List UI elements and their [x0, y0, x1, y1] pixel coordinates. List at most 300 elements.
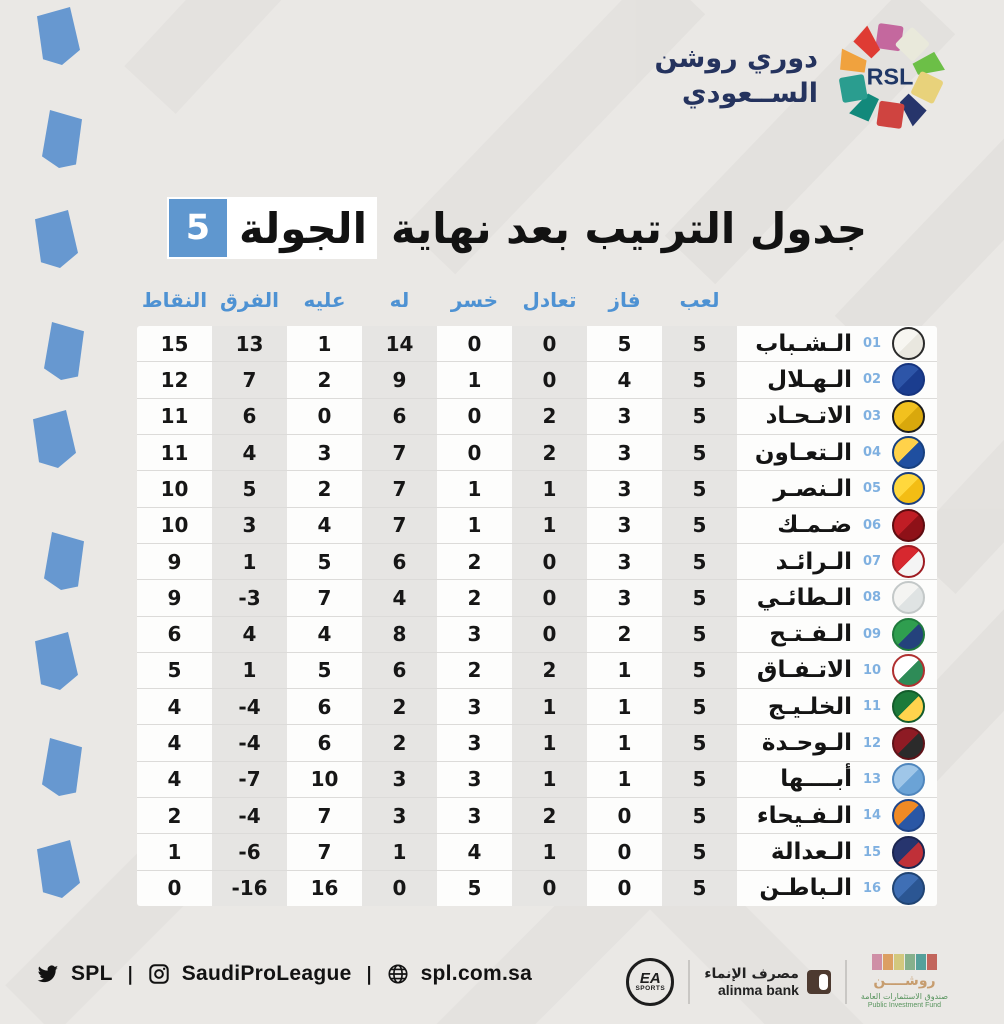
standings-row	[137, 617, 937, 653]
stat-value: -7	[238, 767, 261, 792]
standings-row	[137, 399, 937, 435]
team-logo-icon	[892, 327, 925, 360]
stat-value: 5	[167, 658, 182, 683]
stat-cell-for	[362, 725, 437, 760]
league-name-line2: الســعودي	[681, 78, 818, 109]
stat-value: 9	[167, 585, 182, 610]
stat-value: 0	[542, 622, 557, 647]
stat-value: 5	[692, 549, 707, 574]
stat-value: 2	[317, 476, 332, 501]
stat-value: 2	[467, 549, 482, 574]
stat-cell-for	[362, 689, 437, 724]
stat-cell-diff	[212, 871, 287, 906]
stat-cell-points	[137, 762, 212, 797]
stat-cell-played	[662, 762, 737, 797]
stat-cell-drawn	[512, 653, 587, 688]
stat-value: 3	[467, 803, 482, 828]
stat-value: 7	[392, 440, 407, 465]
team-logo-icon	[892, 436, 925, 469]
stat-value: -4	[238, 731, 261, 756]
standings-row	[137, 580, 937, 616]
stat-value: 6	[167, 622, 182, 647]
standings-row	[137, 689, 937, 725]
stat-value: 0	[542, 585, 557, 610]
alinma-arabic-name: مصرف الإنماء	[704, 965, 799, 982]
table-header	[137, 280, 937, 320]
stat-value: 3	[617, 513, 632, 538]
stat-value: 1	[467, 513, 482, 538]
stat-cell-drawn	[512, 689, 587, 724]
stat-value: 5	[242, 476, 257, 501]
stat-value: 5	[317, 658, 332, 683]
rsl-logo	[834, 20, 946, 132]
stat-cell-points	[137, 834, 212, 869]
team-cell	[737, 399, 937, 434]
stat-value: 0	[542, 331, 557, 356]
pif-english-name: Public Investment Fund	[867, 1001, 942, 1009]
stat-value: 3	[617, 549, 632, 574]
team-logo-icon	[892, 363, 925, 396]
stat-value: 4	[242, 622, 257, 647]
header-won: فاز	[608, 288, 641, 312]
stat-cell-drawn	[512, 471, 587, 506]
rank-number: 06	[862, 517, 882, 533]
league-wordmark	[654, 41, 818, 111]
stat-cell-against	[287, 653, 362, 688]
roshn-tile	[916, 954, 926, 970]
team-cell	[737, 725, 937, 760]
sponsor-divider	[688, 960, 690, 1004]
stat-cell-against	[287, 471, 362, 506]
standings-row	[137, 762, 937, 798]
team-logo-icon	[892, 690, 925, 723]
stat-value: 4	[317, 513, 332, 538]
stat-cell-against	[287, 762, 362, 797]
stat-cell-points	[137, 326, 212, 361]
rank-number: 01	[862, 336, 882, 352]
team-name: الـعدالة	[770, 839, 852, 866]
stat-cell-points	[137, 580, 212, 615]
stat-value: 7	[317, 803, 332, 828]
team-logo-icon	[892, 727, 925, 760]
stat-cell-for	[362, 653, 437, 688]
stat-value: 2	[542, 658, 557, 683]
stat-value: 7	[317, 840, 332, 865]
title-text: جدول الترتيب بعد نهاية	[390, 203, 867, 253]
stat-cell-drawn	[512, 725, 587, 760]
roshn-tile	[905, 954, 915, 970]
stat-cell-won	[587, 471, 662, 506]
stat-cell-lost	[437, 871, 512, 906]
rank-number: 15	[862, 844, 882, 860]
stat-cell-against	[287, 725, 362, 760]
header-diff: الفرق	[219, 288, 280, 312]
stat-value: 4	[467, 840, 482, 865]
stat-value: 0	[617, 876, 632, 901]
stat-value: 0	[392, 876, 407, 901]
stat-cell-against	[287, 798, 362, 833]
team-name: الـنصـر	[773, 475, 852, 502]
team-logo-icon	[892, 872, 925, 905]
stat-cell-for	[362, 762, 437, 797]
stat-cell-diff	[212, 617, 287, 652]
stat-cell-diff	[212, 435, 287, 470]
stat-value: 5	[692, 658, 707, 683]
stat-cell-won	[587, 362, 662, 397]
team-logo-icon	[892, 654, 925, 687]
round-number-badge: 5	[169, 199, 227, 257]
stat-cell-diff	[212, 834, 287, 869]
stat-value: 3	[467, 767, 482, 792]
team-name: الـتعـاون	[754, 439, 852, 466]
stat-cell-diff	[212, 762, 287, 797]
stat-cell-drawn	[512, 762, 587, 797]
stat-cell-played	[662, 689, 737, 724]
stat-cell-played	[662, 544, 737, 579]
stat-value: 5	[692, 622, 707, 647]
stat-value: 10	[310, 767, 339, 792]
stat-value: 2	[467, 658, 482, 683]
stat-value: 2	[392, 731, 407, 756]
stat-cell-lost	[437, 508, 512, 543]
stat-cell-against	[287, 834, 362, 869]
stat-value: 4	[392, 585, 407, 610]
page-title	[137, 196, 867, 260]
stat-value: -4	[238, 803, 261, 828]
stat-cell-for	[362, 326, 437, 361]
team-name: الاتـفـاق	[756, 657, 852, 684]
stat-value: 7	[392, 476, 407, 501]
stat-value: 3	[617, 440, 632, 465]
stat-cell-against	[287, 544, 362, 579]
stat-value: 1	[467, 367, 482, 392]
stat-value: 1	[392, 840, 407, 865]
stat-cell-lost	[437, 580, 512, 615]
stat-value: 1	[542, 767, 557, 792]
stat-cell-played	[662, 653, 737, 688]
rank-number: 11	[862, 699, 882, 715]
stat-cell-against	[287, 435, 362, 470]
pif-arabic-name: صندوق الاستثمارات العامة	[860, 991, 948, 1001]
team-logo-icon	[892, 618, 925, 651]
stat-cell-diff	[212, 653, 287, 688]
team-cell	[737, 508, 937, 543]
stat-value: 10	[160, 513, 189, 538]
stat-value: 1	[542, 694, 557, 719]
team-name: الـرائـد	[775, 548, 852, 575]
stat-cell-diff	[212, 399, 287, 434]
standings-row	[137, 362, 937, 398]
ea-sports-logo: EA SPORTS	[626, 958, 674, 1006]
stat-cell-points	[137, 871, 212, 906]
stat-cell-drawn	[512, 399, 587, 434]
team-cell	[737, 834, 937, 869]
website-url: spl.com.sa	[420, 962, 533, 985]
instagram-handle: SaudiProLeague	[181, 962, 352, 985]
stat-value: 2	[617, 622, 632, 647]
stat-cell-diff	[212, 544, 287, 579]
stat-cell-won	[587, 798, 662, 833]
stat-cell-diff	[212, 580, 287, 615]
stat-cell-for	[362, 617, 437, 652]
stat-cell-points	[137, 362, 212, 397]
stat-value: 1	[542, 513, 557, 538]
stat-cell-for	[362, 834, 437, 869]
stat-cell-lost	[437, 326, 512, 361]
roshn-pif-logo	[861, 954, 948, 1010]
stat-cell-won	[587, 725, 662, 760]
rank-number: 07	[862, 554, 882, 570]
sponsors-bar	[626, 942, 948, 1022]
team-cell	[737, 362, 937, 397]
league-brand	[654, 20, 946, 132]
stat-cell-against	[287, 617, 362, 652]
stat-value: 14	[385, 331, 414, 356]
alinma-mark-icon	[807, 970, 831, 994]
stat-value: 8	[392, 622, 407, 647]
header-for: له	[389, 288, 410, 312]
stat-cell-won	[587, 653, 662, 688]
stat-value: 3	[317, 440, 332, 465]
stat-cell-diff	[212, 689, 287, 724]
league-name-line1: دوري روشن	[654, 42, 818, 74]
roshn-tile	[883, 954, 893, 970]
team-name: الـهـلال	[767, 366, 852, 393]
team-logo-icon	[892, 836, 925, 869]
standings-row	[137, 834, 937, 870]
rank-number: 02	[862, 372, 882, 388]
team-cell	[737, 544, 937, 579]
stat-value: 11	[160, 440, 189, 465]
stat-cell-against	[287, 326, 362, 361]
stat-value: 1	[617, 694, 632, 719]
team-name: الـباطـن	[759, 875, 852, 902]
stat-value: 3	[467, 694, 482, 719]
stat-cell-points	[137, 653, 212, 688]
stat-cell-for	[362, 399, 437, 434]
stat-cell-lost	[437, 544, 512, 579]
team-cell	[737, 798, 937, 833]
team-name: الـوحـدة	[761, 730, 852, 757]
stat-value: 3	[617, 585, 632, 610]
stat-value: 0	[542, 367, 557, 392]
standings-row	[137, 326, 937, 362]
stat-value: 5	[692, 767, 707, 792]
stat-cell-points	[137, 399, 212, 434]
stat-value: 5	[692, 840, 707, 865]
stat-value: 5	[692, 404, 707, 429]
stat-value: 6	[242, 404, 257, 429]
stat-cell-played	[662, 399, 737, 434]
stat-value: 3	[467, 622, 482, 647]
stat-cell-played	[662, 508, 737, 543]
stat-cell-lost	[437, 435, 512, 470]
stat-value: 11	[160, 404, 189, 429]
standings-row	[137, 435, 937, 471]
stat-value: 0	[467, 404, 482, 429]
stat-value: -3	[238, 585, 261, 610]
social-footer	[36, 950, 532, 998]
stat-value: 5	[692, 876, 707, 901]
stat-cell-against	[287, 399, 362, 434]
stat-cell-played	[662, 871, 737, 906]
stat-value: 4	[317, 622, 332, 647]
stat-value: 1	[542, 840, 557, 865]
stat-cell-points	[137, 508, 212, 543]
roshn-tiles-icon	[872, 954, 937, 970]
sponsor-divider	[845, 960, 847, 1004]
stat-value: 1	[242, 549, 257, 574]
team-logo-icon	[892, 400, 925, 433]
alinma-english-name: alinma bank	[717, 982, 799, 998]
stat-cell-won	[587, 834, 662, 869]
stat-cell-drawn	[512, 326, 587, 361]
stat-value: 4	[242, 440, 257, 465]
stat-value: 7	[317, 585, 332, 610]
stat-value: 5	[692, 585, 707, 610]
stat-cell-lost	[437, 399, 512, 434]
stat-cell-against	[287, 362, 362, 397]
rank-number: 16	[862, 880, 882, 896]
stat-value: 6	[392, 404, 407, 429]
stat-value: 5	[692, 513, 707, 538]
stat-cell-diff	[212, 725, 287, 760]
team-logo-icon	[892, 509, 925, 542]
stat-cell-lost	[437, 653, 512, 688]
standings-row	[137, 508, 937, 544]
team-logo-icon	[892, 763, 925, 796]
stat-value: 3	[392, 803, 407, 828]
stat-value: 3	[467, 731, 482, 756]
stat-value: 2	[542, 803, 557, 828]
stat-value: 16	[310, 876, 339, 901]
stat-cell-won	[587, 689, 662, 724]
stat-value: 1	[542, 476, 557, 501]
stat-value: 4	[617, 367, 632, 392]
header-played: لعب	[679, 288, 720, 312]
stat-value: 15	[160, 331, 189, 356]
stat-value: 4	[167, 767, 182, 792]
rank-number: 04	[862, 445, 882, 461]
stat-value: 2	[392, 694, 407, 719]
stat-value: 0	[467, 331, 482, 356]
stat-cell-played	[662, 580, 737, 615]
stat-cell-lost	[437, 798, 512, 833]
stat-value: 2	[317, 367, 332, 392]
stat-value: 1	[542, 731, 557, 756]
stat-cell-lost	[437, 471, 512, 506]
header-drawn: تعادل	[522, 288, 577, 312]
stat-value: 5	[692, 331, 707, 356]
stat-cell-drawn	[512, 834, 587, 869]
stat-value: 0	[467, 440, 482, 465]
stat-value: 3	[392, 767, 407, 792]
stat-value: 5	[467, 876, 482, 901]
stat-value: 1	[167, 840, 182, 865]
stat-cell-lost	[437, 834, 512, 869]
stat-value: 3	[617, 404, 632, 429]
stat-value: 5	[617, 331, 632, 356]
stat-cell-played	[662, 834, 737, 869]
stat-cell-for	[362, 871, 437, 906]
team-name: ضـمـك	[777, 512, 852, 539]
stat-cell-for	[362, 435, 437, 470]
stat-cell-drawn	[512, 871, 587, 906]
stat-cell-drawn	[512, 435, 587, 470]
stat-cell-won	[587, 762, 662, 797]
stat-value: 1	[317, 331, 332, 356]
stat-value: 7	[392, 513, 407, 538]
standings-row	[137, 871, 937, 906]
stat-cell-played	[662, 798, 737, 833]
team-name: أبــــها	[780, 766, 852, 793]
roshn-tile	[894, 954, 904, 970]
stat-cell-against	[287, 508, 362, 543]
stat-cell-won	[587, 580, 662, 615]
globe-icon	[387, 963, 409, 985]
team-cell	[737, 617, 937, 652]
team-cell	[737, 580, 937, 615]
stat-cell-diff	[212, 326, 287, 361]
stat-cell-lost	[437, 689, 512, 724]
stat-cell-points	[137, 471, 212, 506]
stat-value: 2	[167, 803, 182, 828]
stat-value: 6	[392, 658, 407, 683]
alinma-bank-logo	[704, 966, 831, 998]
twitter-icon	[36, 963, 59, 986]
stat-cell-played	[662, 326, 737, 361]
header-points: النقاط	[141, 288, 208, 312]
rank-number: 13	[862, 771, 882, 787]
stat-cell-drawn	[512, 617, 587, 652]
stat-cell-diff	[212, 471, 287, 506]
stat-cell-won	[587, 617, 662, 652]
stat-value: 1	[242, 658, 257, 683]
stat-value: 9	[392, 367, 407, 392]
roshn-tile	[872, 954, 882, 970]
stat-value: -4	[238, 694, 261, 719]
stat-cell-drawn	[512, 798, 587, 833]
stat-value: 4	[167, 694, 182, 719]
rank-number: 12	[862, 735, 882, 751]
stat-cell-played	[662, 471, 737, 506]
team-logo-icon	[892, 472, 925, 505]
stat-value: 7	[242, 367, 257, 392]
stat-value: 1	[467, 476, 482, 501]
stat-value: 1	[617, 658, 632, 683]
stat-value: 5	[692, 476, 707, 501]
stat-cell-against	[287, 871, 362, 906]
team-cell	[737, 762, 937, 797]
stat-value: 6	[317, 731, 332, 756]
stat-cell-points	[137, 435, 212, 470]
stat-value: 10	[160, 476, 189, 501]
stat-value: -6	[238, 840, 261, 865]
rank-number: 09	[862, 626, 882, 642]
stat-cell-for	[362, 471, 437, 506]
standings-table	[137, 326, 937, 906]
stat-cell-for	[362, 508, 437, 543]
stat-value: 0	[617, 803, 632, 828]
roshn-wordmark: روشــــن	[873, 973, 936, 990]
team-cell	[737, 871, 937, 906]
stat-value: 0	[167, 876, 182, 901]
stat-cell-won	[587, 435, 662, 470]
stat-cell-played	[662, 362, 737, 397]
stat-value: 2	[542, 440, 557, 465]
rank-number: 10	[862, 662, 882, 678]
team-name: الـطائـي	[756, 584, 852, 611]
